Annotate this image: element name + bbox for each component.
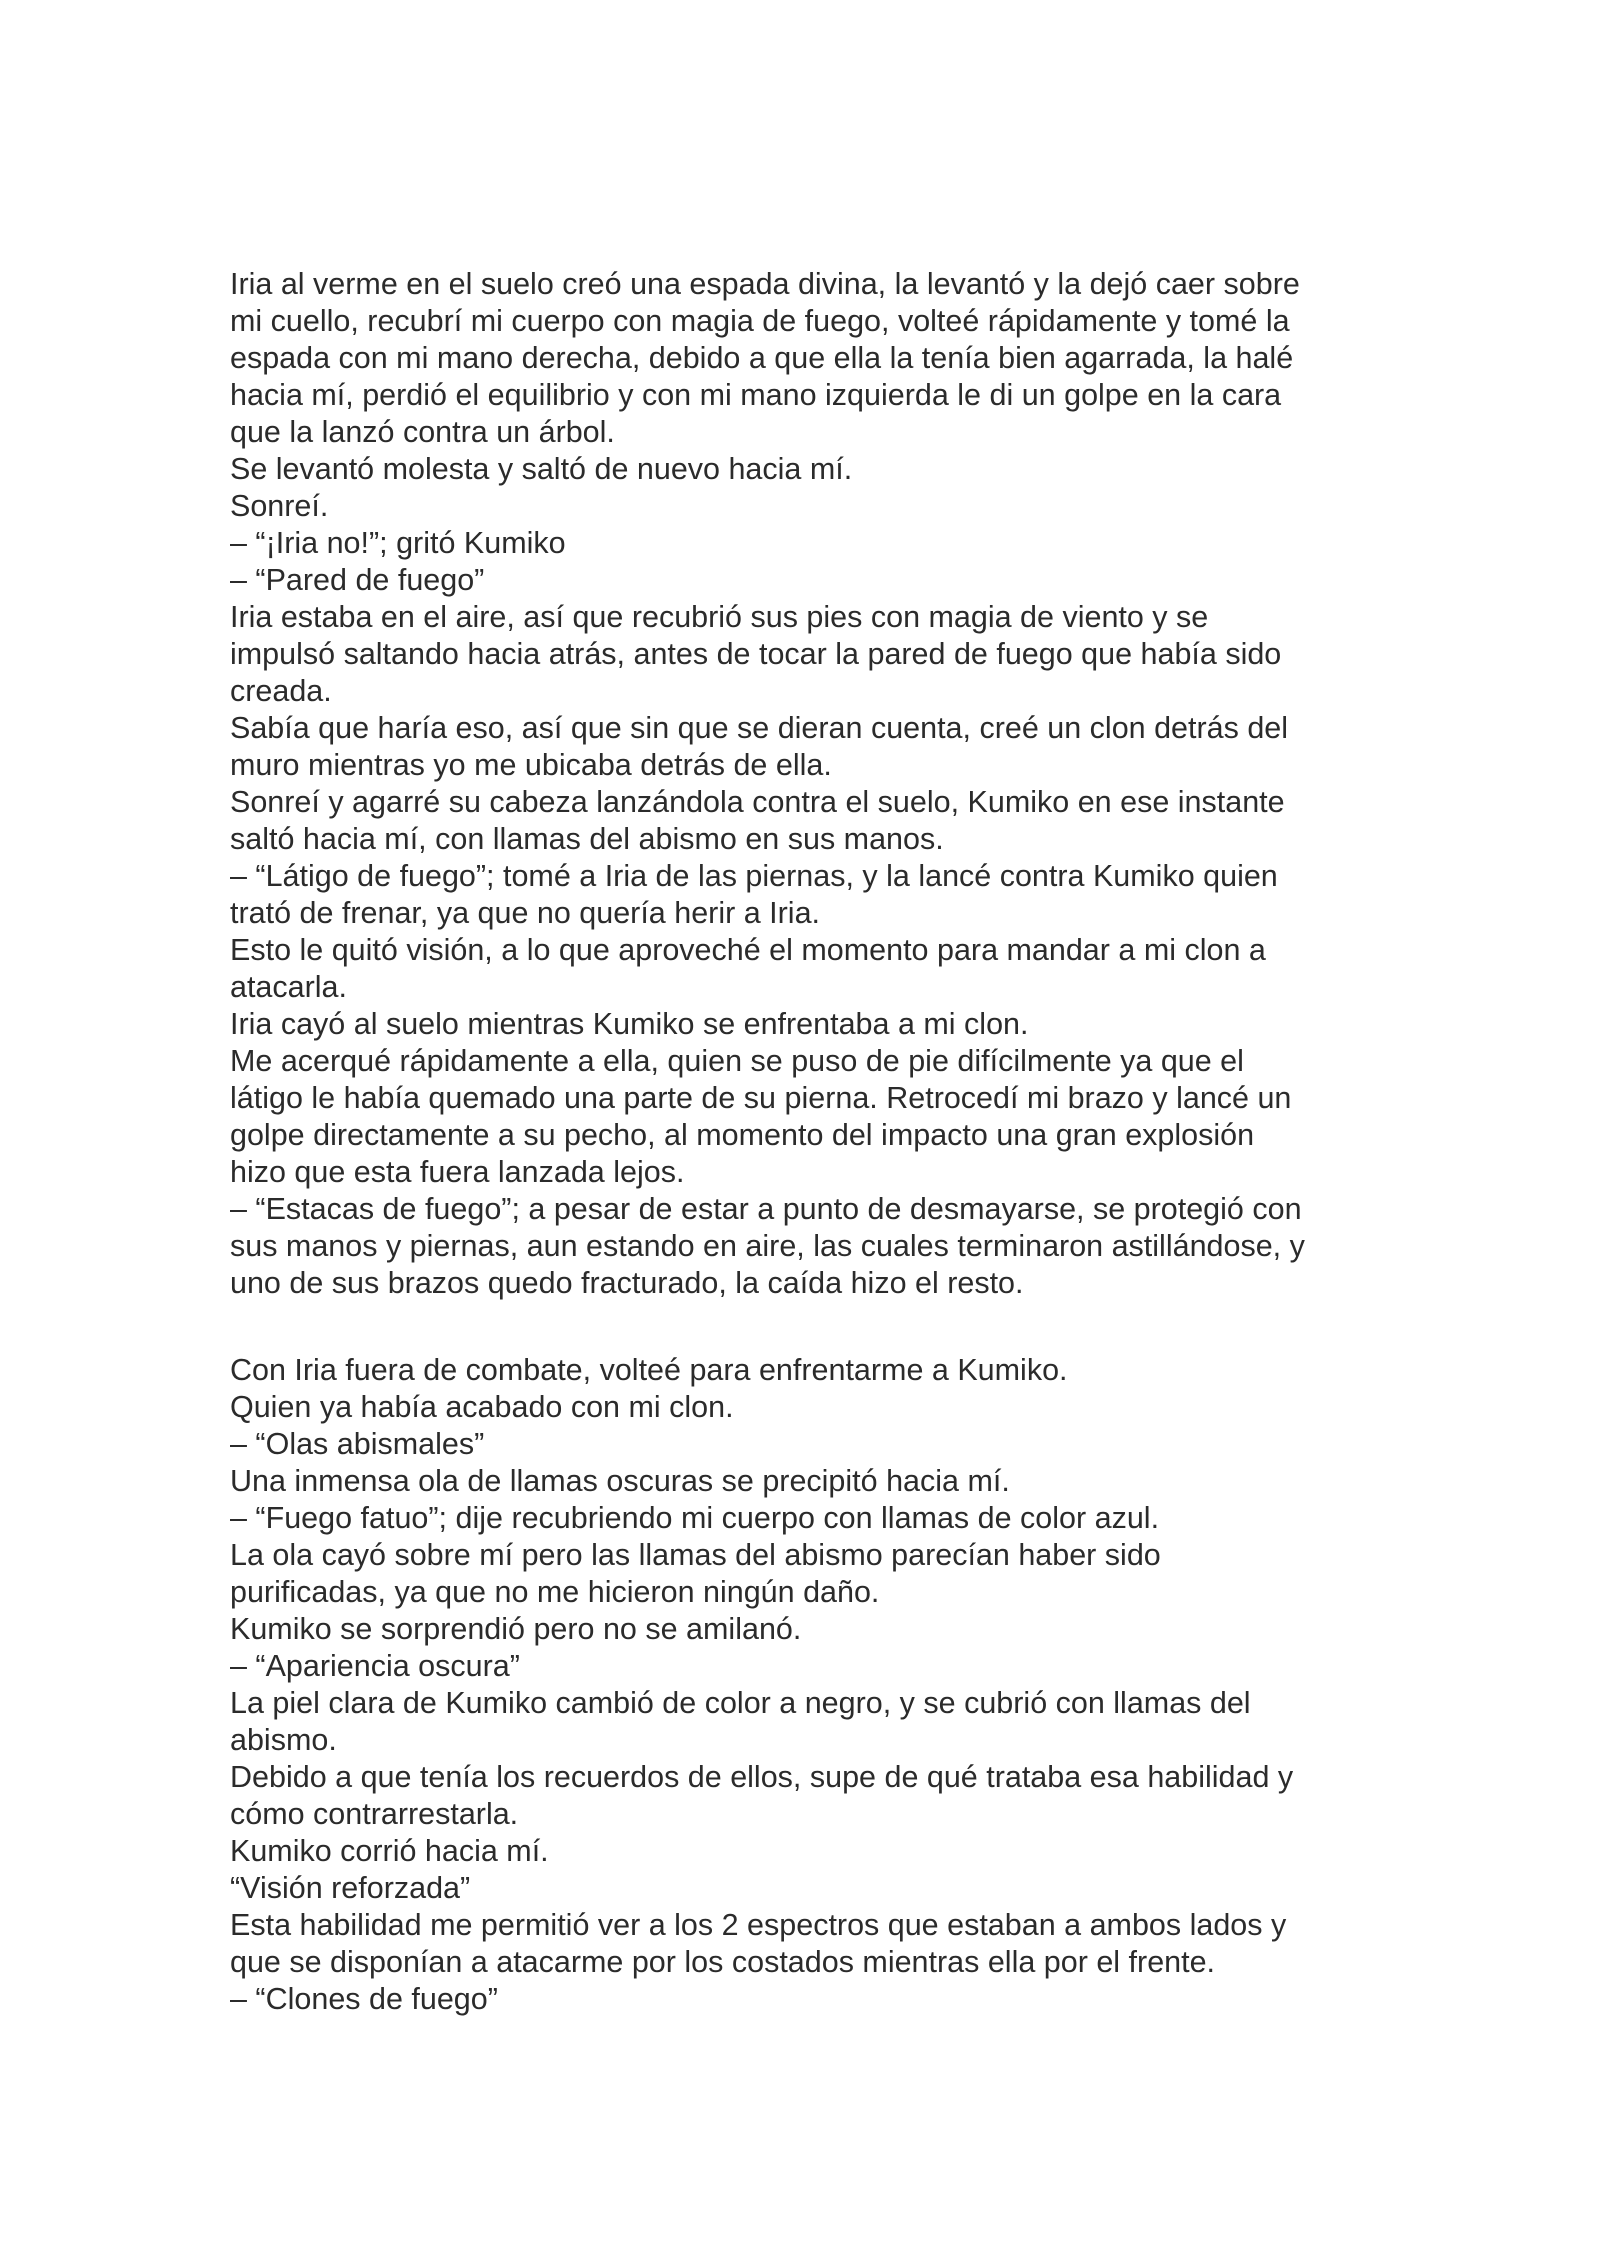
text-line: Una inmensa ola de llamas oscuras se precipitó hacia mí. — [230, 1464, 1010, 1498]
text-line: Sonreí. — [230, 489, 329, 523]
text-line: purificadas, ya que no me hicieron ningún daño. — [230, 1575, 880, 1609]
text-line: hizo que esta fuera lanzada lejos. — [230, 1155, 685, 1189]
text-line: Sabía que haría eso, así que sin que se dieran cuenta, creé un clon detrás del — [230, 711, 1289, 745]
text-line: La piel clara de Kumiko cambió de color a negro, y se cubrió con llamas del — [230, 1686, 1251, 1720]
text-line: Debido a que tenía los recuerdos de ellos, supe de qué trataba esa habilidad y — [230, 1760, 1294, 1794]
text-line: que la lanzó contra un árbol. — [230, 415, 615, 449]
text-line: Kumiko se sorprendió pero no se amilanó. — [230, 1612, 802, 1646]
text-line: – “Olas abismales” — [230, 1427, 485, 1461]
text-line: uno de sus brazos quedo fracturado, la caída hizo el resto. — [230, 1266, 1024, 1300]
text-line: Sonreí y agarré su cabeza lanzándola contra el suelo, Kumiko en ese instante — [230, 785, 1285, 819]
text-line: Iria estaba en el aire, así que recubrió sus pies con magia de viento y se — [230, 600, 1209, 634]
text-block-first — [230, 266, 1390, 1302]
text-block-second — [230, 1352, 1390, 2018]
text-line: hacia mí, perdió el equilibrio y con mi mano izquierda le di un golpe en la cara — [230, 378, 1282, 412]
text-line: creada. — [230, 674, 332, 708]
text-line: – “Fuego fatuo”; dije recubriendo mi cuerpo con llamas de color azul. — [230, 1501, 1160, 1535]
text-line: abismo. — [230, 1723, 337, 1757]
text-line: – “Pared de fuego” — [230, 563, 485, 597]
text-line: Se levantó molesta y saltó de nuevo hacia mí. — [230, 452, 853, 486]
text-line: sus manos y piernas, aun estando en aire, las cuales terminaron astillándose, y — [230, 1229, 1305, 1263]
text-line: Con Iria fuera de combate, volteé para enfrentarme a Kumiko. — [230, 1353, 1068, 1387]
text-line: golpe directamente a su pecho, al momento del impacto una gran explosión — [230, 1118, 1255, 1152]
text-line: que se disponían a atacarme por los costados mientras ella por el frente. — [230, 1945, 1216, 1979]
text-line: – “Clones de fuego” — [230, 1982, 498, 2016]
text-line: Me acerqué rápidamente a ella, quien se puso de pie difícilmente ya que el — [230, 1044, 1244, 1078]
text-line: muro mientras yo me ubicaba detrás de ella. — [230, 748, 832, 782]
text-line: – “Látigo de fuego”; tomé a Iria de las piernas, y la lancé contra Kumiko quien — [230, 859, 1278, 893]
text-line: Kumiko corrió hacia mí. — [230, 1834, 549, 1868]
text-line: cómo contrarrestarla. — [230, 1797, 519, 1831]
text-line: “Visión reforzada” — [230, 1871, 471, 1905]
text-line: Quien ya había acabado con mi clon. — [230, 1390, 734, 1424]
text-line: La ola cayó sobre mí pero las llamas del abismo parecían haber sido — [230, 1538, 1161, 1572]
text-line: Iria cayó al suelo mientras Kumiko se enfrentaba a mi clon. — [230, 1007, 1029, 1041]
text-line: Esto le quitó visión, a lo que aproveché el momento para mandar a mi clon a — [230, 933, 1266, 967]
text-line: atacarla. — [230, 970, 347, 1004]
text-line: – “Estacas de fuego”; a pesar de estar a punto de desmayarse, se protegió con — [230, 1192, 1302, 1226]
text-line: Iria al verme en el suelo creó una espada divina, la levantó y la dejó caer sobre — [230, 267, 1300, 301]
text-line: – “¡Iria no!”; gritó Kumiko — [230, 526, 566, 560]
text-line: impulsó saltando hacia atrás, antes de tocar la pared de fuego que había sido — [230, 637, 1282, 671]
text-line: mi cuello, recubrí mi cuerpo con magia de fuego, volteé rápidamente y tomé la — [230, 304, 1290, 338]
text-line: látigo le había quemado una parte de su pierna. Retrocedí mi brazo y lancé un — [230, 1081, 1292, 1115]
text-line: Esta habilidad me permitió ver a los 2 espectros que estaban a ambos lados y — [230, 1908, 1287, 1942]
text-line: espada con mi mano derecha, debido a que ella la tenía bien agarrada, la halé — [230, 341, 1294, 375]
text-line: trató de frenar, ya que no quería herir a Iria. — [230, 896, 821, 930]
text-line: – “Apariencia oscura” — [230, 1649, 520, 1683]
text-line: saltó hacia mí, con llamas del abismo en sus manos. — [230, 822, 944, 856]
